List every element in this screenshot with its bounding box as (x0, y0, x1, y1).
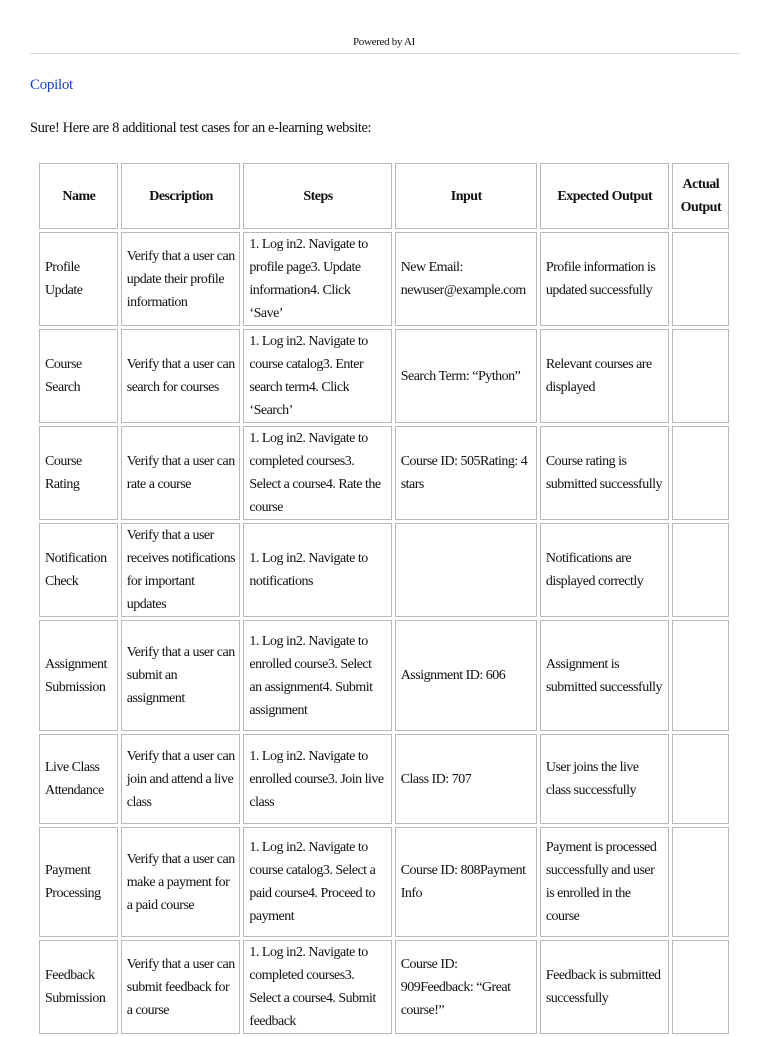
column-header-input: Input (395, 163, 537, 229)
cell-input: New Email: newuser@example.com (395, 232, 537, 326)
cell-steps: 1. Log in2. Navigate to course catalog3. Select a paid course4. Proceed to payment (243, 827, 391, 937)
table-row (39, 426, 729, 520)
cell-description: Verify that a user can rate a course (121, 426, 241, 520)
cell-input: Class ID: 707 (395, 734, 537, 824)
column-header-expected-output: Expected Output (540, 163, 669, 229)
cell-actual-output (672, 827, 729, 937)
cell-actual-output (672, 620, 729, 731)
cell-name: Live Class Attendance (39, 734, 118, 824)
cell-steps: 1. Log in2. Navigate to completed courses3. Select a course4. Submit feedback (243, 940, 391, 1034)
table-row (39, 827, 729, 937)
column-header-description: Description (121, 163, 241, 229)
cell-expected-output: Course rating is submitted successfully (540, 426, 669, 520)
cell-actual-output (672, 940, 729, 1034)
cell-expected-output: User joins the live class successfully (540, 734, 669, 824)
table-row (39, 940, 729, 1034)
cell-actual-output (672, 523, 729, 617)
cell-steps: 1. Log in2. Navigate to completed courses3. Select a course4. Rate the course (243, 426, 391, 520)
cell-name: Feedback Submission (39, 940, 118, 1034)
cell-description: Verify that a user can make a payment for a paid course (121, 827, 241, 937)
table-row (39, 232, 729, 326)
cell-input: Course ID: 808Payment Info (395, 827, 537, 937)
table-row (39, 734, 729, 824)
cell-steps: 1. Log in2. Navigate to enrolled course3. Join live class (243, 734, 391, 824)
cell-name: Payment Processing (39, 827, 118, 937)
cell-input: Course ID: 505Rating: 4 stars (395, 426, 537, 520)
cell-description: Verify that a user can update their profile information (121, 232, 241, 326)
table-header-row (39, 163, 729, 229)
cell-steps: 1. Log in2. Navigate to enrolled course3. Select an assignment4. Submit assignment (243, 620, 391, 731)
cell-expected-output: Notifications are displayed correctly (540, 523, 669, 617)
table-row (39, 329, 729, 423)
cell-expected-output: Profile information is updated successfully (540, 232, 669, 326)
cell-description: Verify that a user receives notifications for important updates (121, 523, 241, 617)
cell-name: Notification Check (39, 523, 118, 617)
cell-actual-output (672, 426, 729, 520)
cell-steps: 1. Log in2. Navigate to notifications (243, 523, 391, 617)
cell-name: Assignment Submission (39, 620, 118, 731)
column-header-name: Name (39, 163, 118, 229)
header-divider (30, 53, 740, 54)
cell-name: Course Search (39, 329, 118, 423)
cell-actual-output (672, 329, 729, 423)
cell-actual-output (672, 734, 729, 824)
cell-input: Course ID: 909Feedback: “Great course!” (395, 940, 537, 1034)
cell-expected-output: Relevant courses are displayed (540, 329, 669, 423)
cell-description: Verify that a user can search for courses (121, 329, 241, 423)
cell-steps: 1. Log in2. Navigate to course catalog3. Enter search term4. Click ‘Search’ (243, 329, 391, 423)
source-label: Copilot (30, 77, 73, 93)
column-header-steps: Steps (243, 163, 391, 229)
cell-steps: 1. Log in2. Navigate to profile page3. Update information4. Click ‘Save’ (243, 232, 391, 326)
table-row (39, 523, 729, 617)
cell-input (395, 523, 537, 617)
cell-description: Verify that a user can submit feedback for a course (121, 940, 241, 1034)
cell-expected-output: Feedback is submitted successfully (540, 940, 669, 1034)
cell-name: Profile Update (39, 232, 118, 326)
cell-expected-output: Assignment is submitted successfully (540, 620, 669, 731)
cell-input: Search Term: “Python” (395, 329, 537, 423)
cell-expected-output: Payment is processed successfully and user is enrolled in the course (540, 827, 669, 937)
intro-text: Sure! Here are 8 additional test cases for an e-learning website: (30, 120, 372, 136)
cell-input: Assignment ID: 606 (395, 620, 537, 731)
cell-description: Verify that a user can submit an assignment (121, 620, 241, 731)
powered-by-header: Powered by AI (352, 36, 416, 48)
cell-actual-output (672, 232, 729, 326)
column-header-actual-output: Actual Output (672, 163, 729, 229)
cell-description: Verify that a user can join and attend a live class (121, 734, 241, 824)
test-cases-table (36, 160, 732, 1037)
table-row (39, 620, 729, 731)
cell-name: Course Rating (39, 426, 118, 520)
